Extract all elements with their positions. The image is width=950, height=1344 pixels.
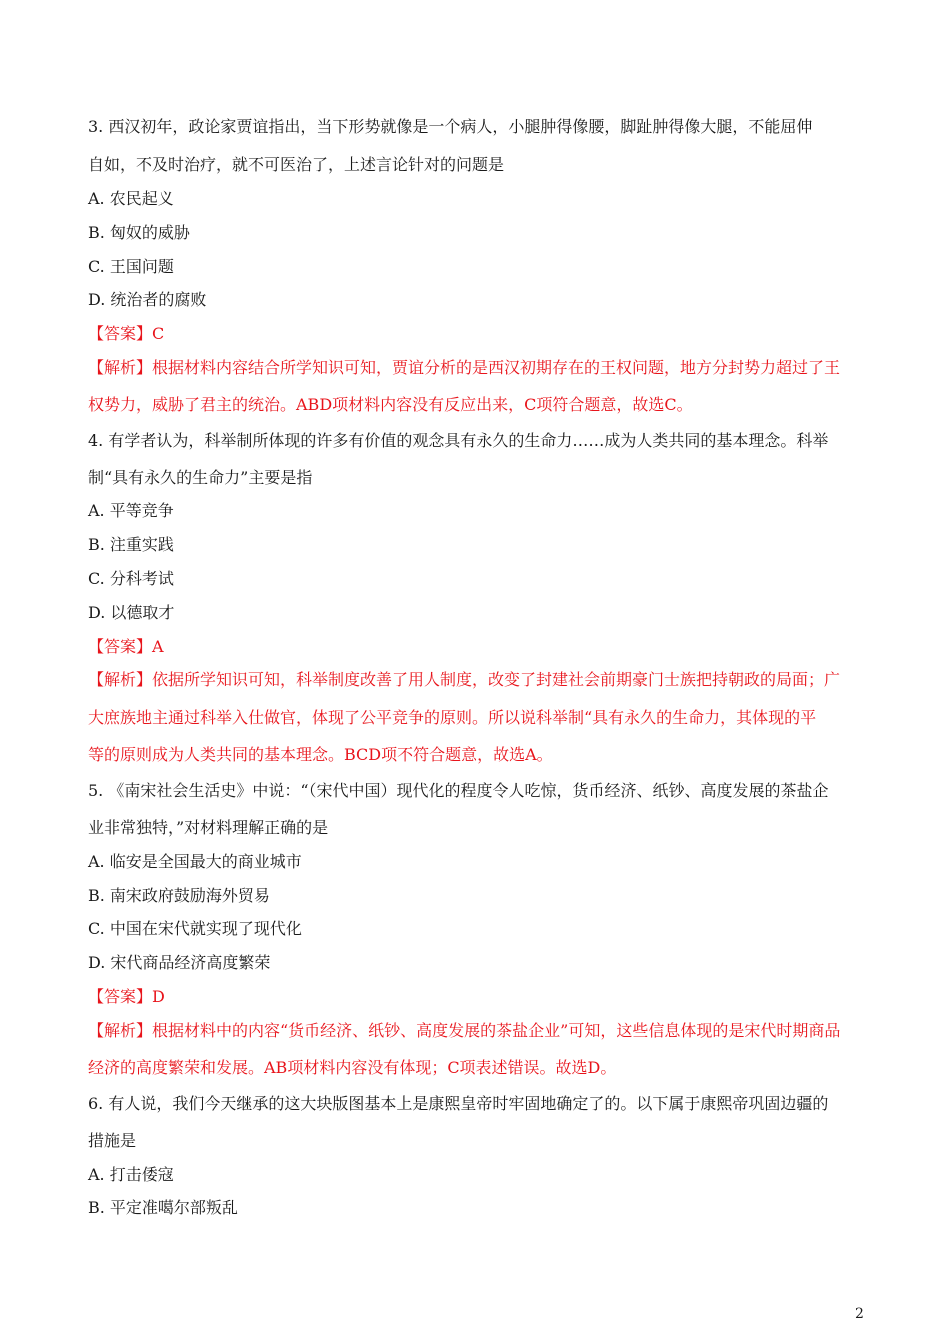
question-4-answer: 【答案】A: [88, 637, 164, 656]
question-3-stem-line-1: 3. 西汉初年，政论家贾谊指出，当下形势就像是一个病人，小腿肿得像腰，脚趾肿得像大腿，不能屈伸: [88, 117, 813, 136]
question-5-option-b: B. 南宋政府鼓励海外贸易: [88, 886, 270, 905]
question-4-stem-line-1: 4. 有学者认为，科举制所体现的许多有价值的观念具有永久的生命力……成为人类共同的基本理念。科举: [88, 431, 829, 450]
question-4-option-c: C. 分科考试: [88, 569, 174, 588]
question-4-analysis-line-1: 【解析】依据所学知识可知，科举制度改善了用人制度，改变了封建社会前期豪门士族把持朝政的局面；广: [88, 670, 841, 689]
question-5-stem-line-1: 5. 《南宋社会生活史》中说：“（宋代中国）现代化的程度令人吃惊，货币经济、纸钞、高度发展的茶盐企: [88, 781, 829, 800]
question-6-stem-line-1: 6. 有人说，我们今天继承的这大块版图基本上是康熙皇帝时牢固地确定了的。以下属于康熙帝巩固边疆的: [88, 1094, 829, 1113]
question-4-option-b: B. 注重实践: [88, 535, 174, 554]
question-4-stem-line-2: 制“具有永久的生命力”主要是指: [88, 468, 313, 487]
question-4-option-a: A. 平等竞争: [88, 501, 174, 520]
question-4-analysis-line-2: 大庶族地主通过科举入仕做官，体现了公平竞争的原则。所以说科举制“具有永久的生命力，其体现的平: [88, 708, 817, 727]
question-5-answer: 【答案】D: [88, 987, 165, 1006]
question-5-analysis-line-2: 经济的高度繁荣和发展。AB项材料内容没有体现；C项表述错误。故选D。: [88, 1058, 617, 1077]
question-5-option-c: C. 中国在宋代就实现了现代化: [88, 919, 302, 938]
question-4-analysis-line-3: 等的原则成为人类共同的基本理念。BCD项不符合题意，故选A。: [88, 745, 553, 764]
question-3-stem-line-2: 自如，不及时治疗，就不可医治了，上述言论针对的问题是: [88, 155, 505, 174]
question-6-option-a: A. 打击倭寇: [88, 1165, 174, 1184]
question-5-stem-line-2: 业非常独特，”对材料理解正确的是: [88, 818, 329, 837]
question-5-option-a: A. 临安是全国最大的商业城市: [88, 852, 302, 871]
question-3-option-d: D. 统治者的腐败: [88, 290, 207, 309]
question-3-analysis-line-2: 权势力，威胁了君主的统治。ABD项材料内容没有反应出来，C项符合题意，故选C。: [88, 395, 693, 414]
question-6-stem-line-2: 措施是: [88, 1131, 137, 1150]
question-3-analysis-line-1: 【解析】根据材料内容结合所学知识可知，贾谊分析的是西汉初期存在的王权问题，地方分封势力超过了王: [88, 358, 841, 377]
question-3-answer: 【答案】C: [88, 324, 165, 343]
question-3-option-b: B. 匈奴的威胁: [88, 223, 190, 242]
question-5-option-d: D. 宋代商品经济高度繁荣: [88, 953, 271, 972]
question-3-option-a: A. 农民起义: [88, 189, 174, 208]
page-number: 2: [855, 1306, 864, 1322]
question-5-analysis-line-1: 【解析】根据材料中的内容“货币经济、纸钞、高度发展的茶盐企业”可知，这些信息体现的是宋代时期商品: [88, 1021, 841, 1040]
question-4-option-d: D. 以德取才: [88, 603, 175, 622]
question-6-option-b: B. 平定准噶尔部叛乱: [88, 1198, 238, 1217]
question-3-option-c: C. 王国问题: [88, 257, 174, 276]
